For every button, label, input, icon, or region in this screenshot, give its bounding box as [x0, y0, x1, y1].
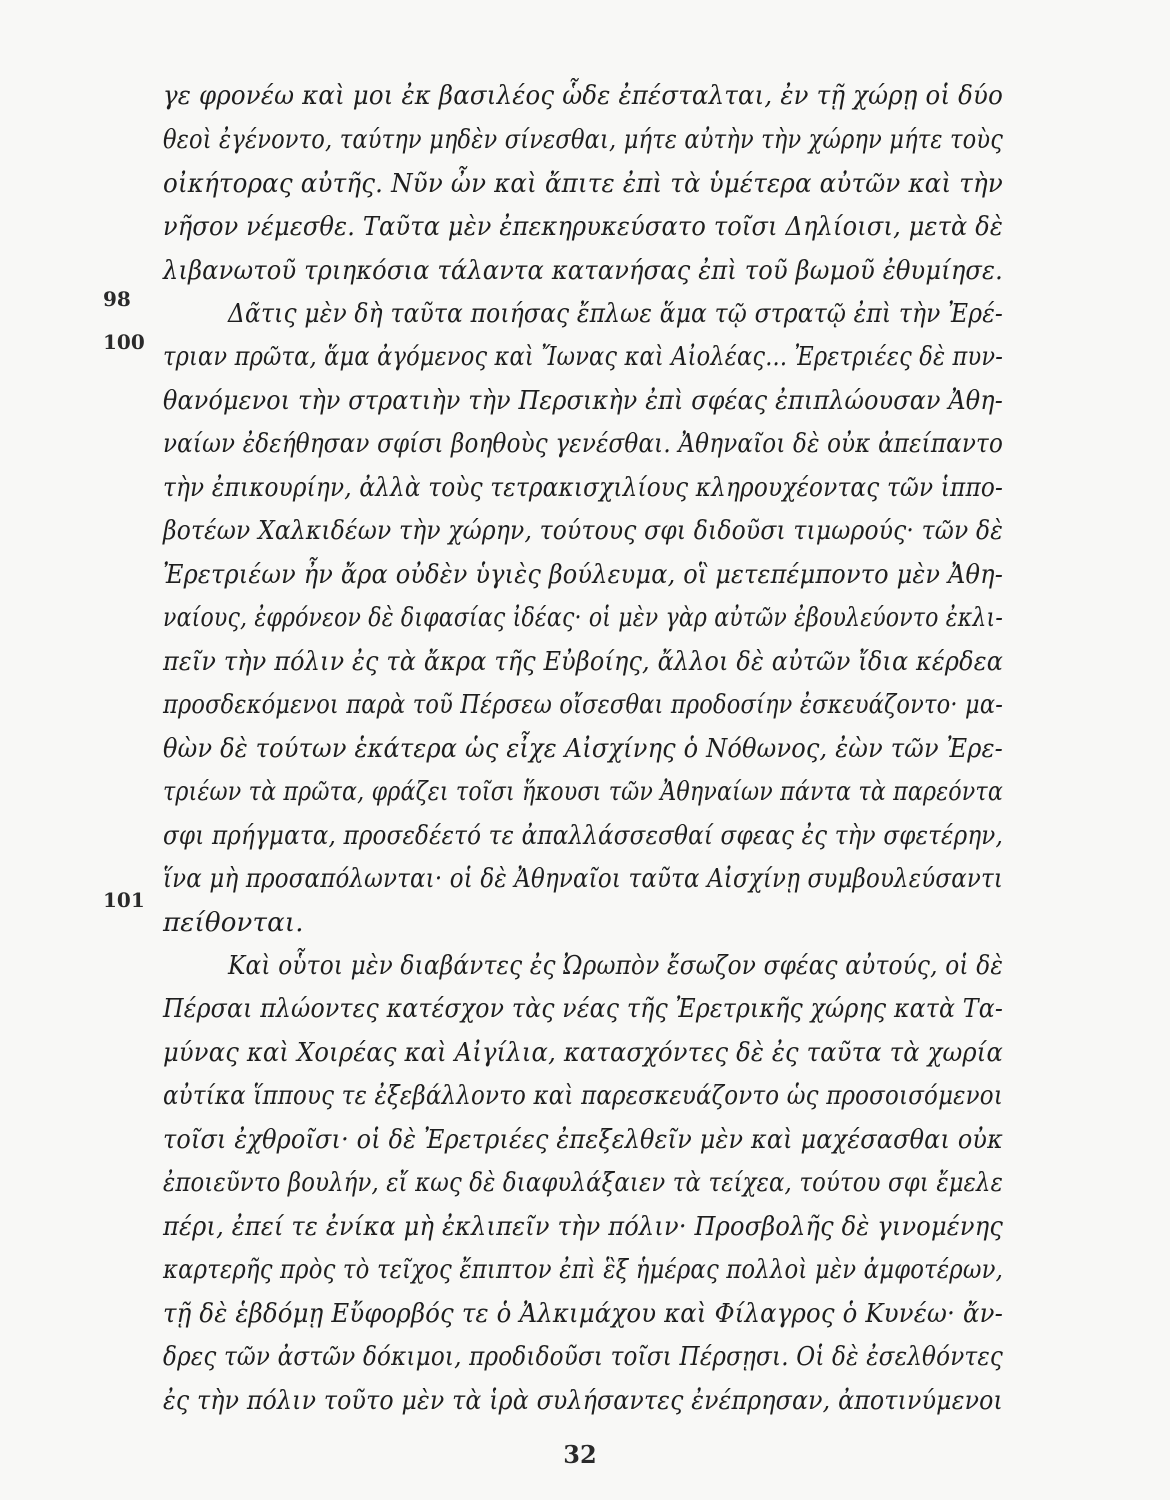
text-line: λιβανωτοῦ τριηκόσια τάλαντα κατανήσας ἐπὶ τοῦ βωμοῦ ἐθυμίησε. — [163, 256, 1003, 286]
text-line: θὼν δὲ τούτων ἑκάτερα ὡς εἶχε Αἰσχίνης ὁ Νόθωνος, ἐὼν τῶν Ἐρε- — [163, 734, 1003, 764]
text-line: σφι πρήγματα, προσεδέετό τε ἀπαλλάσσεσθαί σφεας ἐς τὴν σφετέρην, — [163, 821, 1003, 851]
text-line: ναίων ἐδεήθησαν σφίσι βοηθοὺς γενέσθαι. Ἀθηναῖοι δὲ οὐκ ἀπείπαντο — [163, 429, 1003, 459]
text-line: Καὶ οὗτοι μὲν διαβάντες ἐς Ὠρωπὸν ἔσωζον σφέας αὐτούς, οἱ δὲ — [228, 951, 1003, 981]
text-line: Πέρσαι πλώοντες κατέσχον τὰς νέας τῆς Ἐρετρικῆς χώρης κατὰ Τα- — [163, 994, 1003, 1024]
text-line: τῇ δὲ ἑβδόμῃ Εὔφορβός τε ὁ Ἀλκιμάχου καὶ Φίλαγρος ὁ Κυνέω· ἄν- — [163, 1299, 1003, 1329]
text-line: καρτερῆς πρὸς τὸ τεῖχος ἔπιπτον ἐπὶ ἓξ ἡμέρας πολλοὶ μὲν ἀμφοτέρων, — [163, 1255, 1003, 1285]
text-line: Ἐρετριέων ἦν ἄρα οὐδὲν ὑγιὲς βούλευμα, οἳ μετεπέμποντο μὲν Ἀθη- — [163, 560, 1003, 590]
text-line: πέρι, ἐπεί τε ἐνίκα μὴ ἐκλιπεῖν τὴν πόλιν· Προσβολῆς δὲ γινομένης — [163, 1212, 1003, 1242]
text-line: προσδεκόμενοι παρὰ τοῦ Πέρσεω οἴσεσθαι προδοσίην ἐσκευάζοντο· μα- — [163, 690, 1003, 720]
text-line: πείθονται. — [163, 908, 304, 938]
text-line: ναίους, ἐφρόνεον δὲ διφασίας ἰδέας· οἱ μὲν γὰρ αὐτῶν ἐβουλεύοντο ἐκλι- — [163, 603, 1003, 633]
text-line: τὴν ἐπικουρίην, ἀλλὰ τοὺς τετρακισχιλίους κληρουχέοντας τῶν ἱππο- — [163, 473, 1003, 503]
text-line: γε φρονέω καὶ μοι ἐκ βασιλέος ὧδε ἐπέσταλται, ἐν τῇ χώρῃ οἱ δύο — [163, 81, 1003, 111]
text-line: ἵνα μὴ προσαπόλωνται· οἱ δὲ Ἀθηναῖοι ταῦτα Αἰσχίνῃ συμβουλεύσαντι — [163, 864, 1003, 894]
text-line: θανόμενοι τὴν στρατιὴν τὴν Περσικὴν ἐπὶ σφέας ἐπιπλώουσαν Ἀθη- — [163, 386, 1003, 416]
chapter-number-100: 100 — [103, 330, 145, 354]
text-line: πεῖν τὴν πόλιν ἐς τὰ ἄκρα τῆς Εὐβοίης, ἄλλοι δὲ αὐτῶν ἴδια κέρδεα — [163, 647, 1003, 677]
text-line: τοῖσι ἐχθροῖσι· οἱ δὲ Ἐρετριέες ἐπεξελθεῖν μὲν καὶ μαχέσασθαι οὐκ — [163, 1125, 1003, 1155]
text-line: Δᾶτις μὲν δὴ ταῦτα ποιήσας ἔπλωε ἅμα τῷ στρατῷ ἐπὶ τὴν Ἐρέ- — [228, 299, 1003, 329]
text-line: τριαν πρῶτα, ἅμα ἀγόμενος καὶ Ἴωνας καὶ Αἰολέας... Ἐρετριέες δὲ πυν- — [163, 342, 1003, 372]
text-line: θεοὶ ἐγένοντο, ταύτην μηδὲν σίνεσθαι, μήτε αὐτὴν τὴν χώρην μήτε τοὺς — [163, 125, 1003, 155]
text-line: οἰκήτορας αὐτῆς. Νῦν ὦν καὶ ἄπιτε ἐπὶ τὰ ὑμέτερα αὐτῶν καὶ τὴν — [163, 169, 1003, 199]
text-line: δρες τῶν ἀστῶν δόκιμοι, προδιδοῦσι τοῖσι Πέρσῃσι. Οἱ δὲ ἐσελθόντες — [163, 1342, 1003, 1372]
text-line: ἐποιεῦντο βουλήν, εἴ κως δὲ διαφυλάξαιεν τὰ τείχεα, τούτου σφι ἔμελε — [163, 1168, 1003, 1198]
text-line: τριέων τὰ πρῶτα, φράζει τοῖσι ἥκουσι τῶν Ἀθηναίων πάντα τὰ παρεόντα — [163, 777, 1003, 807]
chapter-number-98: 98 — [103, 287, 131, 311]
text-line: μύνας καὶ Χοιρέας καὶ Αἰγίλια, κατασχόντες δὲ ἐς ταῦτα τὰ χωρία — [163, 1038, 1003, 1068]
text-line: ἐς τὴν πόλιν τοῦτο μὲν τὰ ἱρὰ συλήσαντες ἐνέπρησαν, ἀποτινύμενοι — [163, 1386, 1003, 1416]
text-line: βοτέων Χαλκιδέων τὴν χώρην, τούτους σφι διδοῦσι τιμωρούς· τῶν δὲ — [163, 516, 1003, 546]
text-line: νῆσον νέμεσθε. Ταῦτα μὲν ἐπεκηρυκεύσατο τοῖσι Δηλίοισι, μετὰ δὲ — [163, 212, 1003, 242]
page-number: 32 — [563, 1440, 597, 1469]
text-line: αὐτίκα ἵππους τε ἐξεβάλλοντο καὶ παρεσκευάζοντο ὡς προσοισόμενοι — [163, 1081, 1003, 1111]
chapter-number-101: 101 — [103, 888, 145, 912]
